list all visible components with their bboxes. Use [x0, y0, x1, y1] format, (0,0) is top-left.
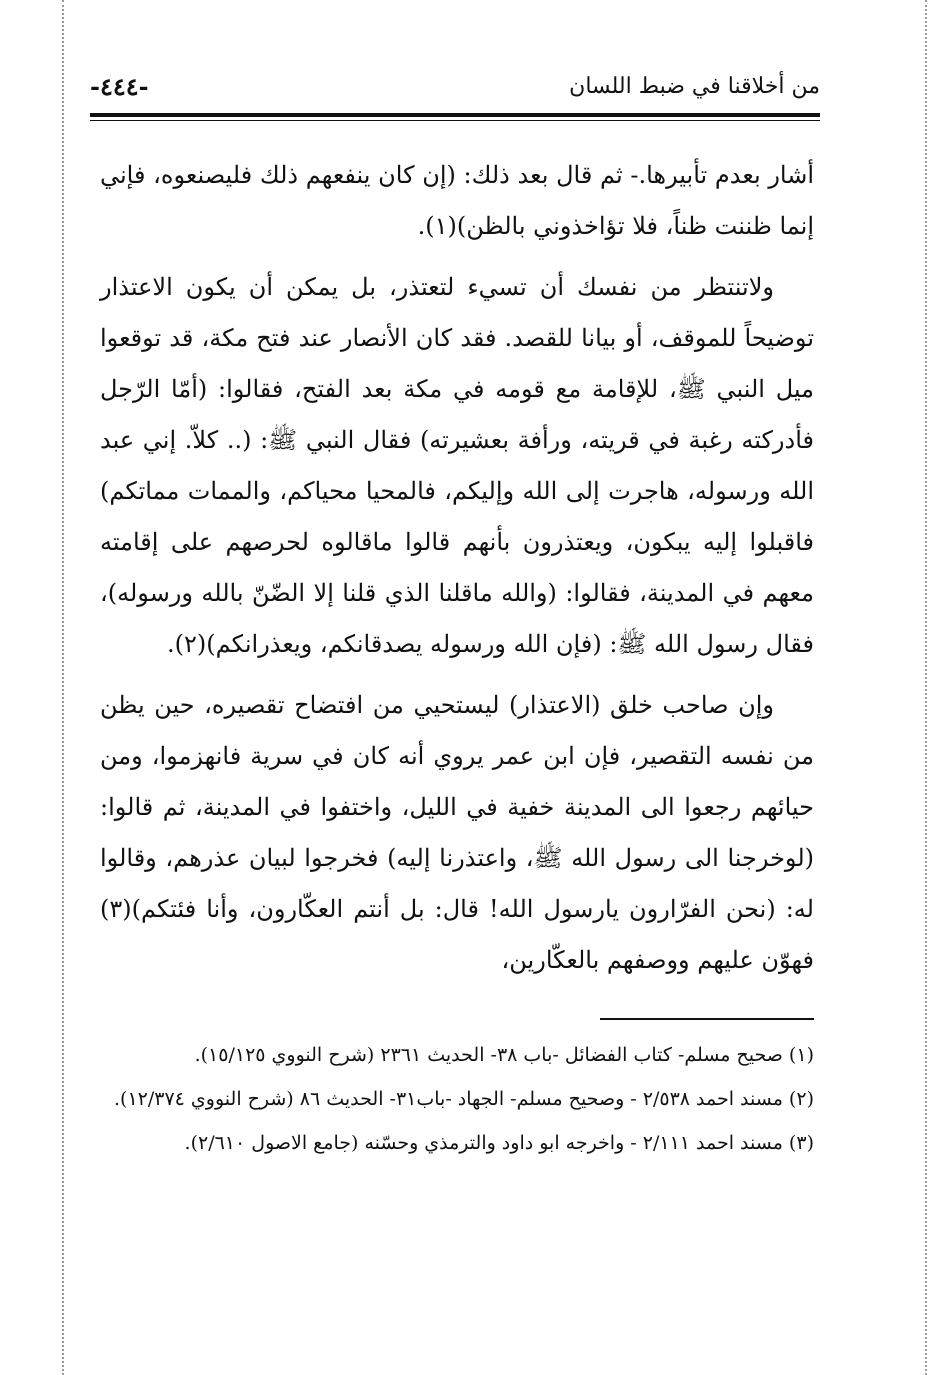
main-text — [100, 150, 814, 986]
page-header — [90, 60, 820, 118]
left-margin-dotted-line — [62, 0, 64, 1375]
footnote-2: (٢) مسند احمد ٢/٥٣٨ - وصحيح مسلم- الجهاد -باب٣١- الحديث ٨٦ (شرح النووي ١٢/٣٧٤). — [114, 1088, 814, 1110]
paragraph-2: ولاتنتظر من نفسك أن تسيء لتعتذر، بل يمكن أن يكون الاعتذار توضيحاً للموقف، أو بيانا للقصد. فقد كان الأنصار عند فتح مكة، قد توقعوا ميل النبي ﷺ، للإقامة مع قومه في مكة بعد الفتح، فقالوا: (أمّا الرّجل فأدركته رغبة في قريته، ورأفة بعشيرته) فقال النبي ﷺ: (.. كلاّ. إني عبد الله ورسوله، هاجرت إلى الله وإليكم، فالمحيا محياكم، والممات مماتكم) فاقبلوا إليه يبكون، ويعتذرون بأنهم قالوا ماقالوه لحرصهم على إقامته معهم في المدينة، فقالوا: (والله ماقلنا الذي قلنا إلا الضّنّ بالله ورسوله)، فقال رسول الله ﷺ: (فإن الله ورسوله يصدقانكم، ويعذرانكم)(٢). — [100, 273, 814, 658]
header-rule — [90, 113, 820, 121]
paragraph-3: وإن صاحب خلق (الاعتذار) ليستحيي من افتضاح تقصيره، حين يظن من نفسه التقصير، فإن ابن عمر يروي أنه كان في سرية فانهزموا، ومن حيائهم رجعوا الى المدينة خفية في الليل، واختفوا في المدينة، ثم قالوا: (لوخرجنا الى رسول الله ﷺ، واعتذرنا إليه) فخرجوا لبيان عذرهم، وقالوا له: (نحن الفرّارون يارسول الله! قال: بل أنتم العكّارون، وأنا فئتكم)(٣) فهوّن عليهم ووصفهم بالعكّارين، — [100, 691, 814, 974]
paragraph-1: أشار بعدم تأبيرها.- ثم قال بعد ذلك: (إن كان ينفعهم ذلك فليصنعوه، فإني إنما ظننت ظناً، فلا تؤاخذوني بالظن)(١). — [100, 161, 814, 240]
footnote-3: (٣) مسند احمد ٢/١١١ - واخرجه ابو داود والترمذي وحسّنه (جامع الاصول ٢/٦١٠). — [184, 1132, 814, 1154]
running-title: من أخلاقنا في ضبط اللسان — [569, 74, 820, 99]
page-number: -٤٤٤- — [90, 72, 149, 101]
footnote-separator — [600, 1018, 814, 1020]
footnotes — [100, 1035, 814, 1167]
footnote-1: (١) صحيح مسلم- كتاب الفضائل -باب ٣٨- الحديث ٢٣٦١ (شرح النووي ١٥/١٢٥). — [194, 1044, 814, 1066]
right-margin-dotted-line — [925, 0, 927, 1375]
